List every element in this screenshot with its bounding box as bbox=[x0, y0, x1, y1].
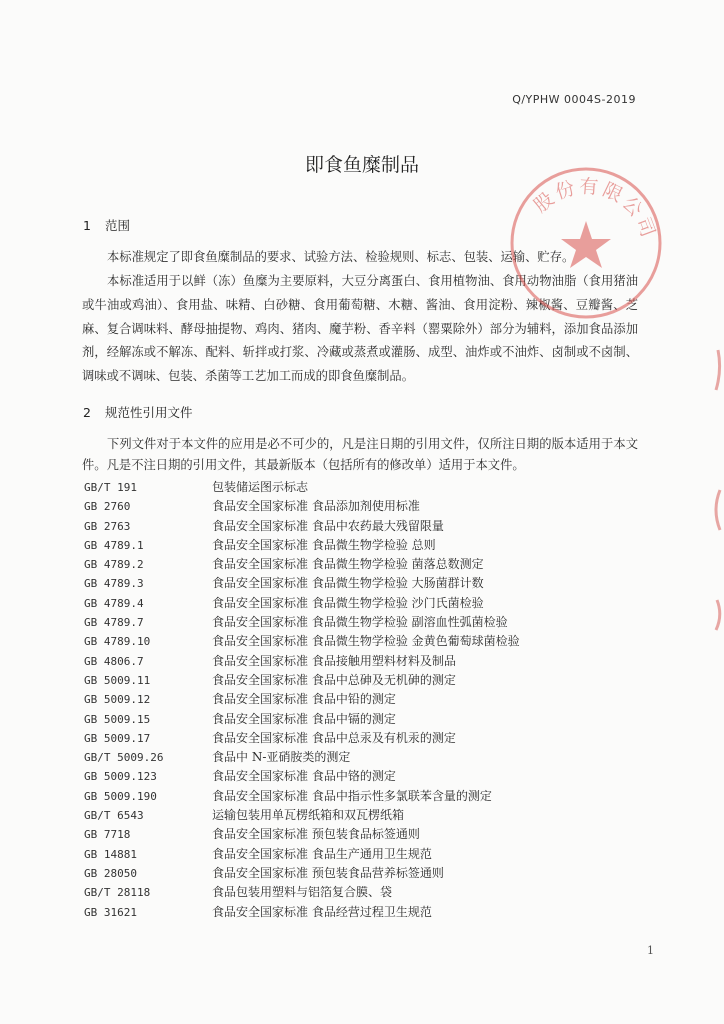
seal-text: 股份有限公司 bbox=[529, 175, 661, 243]
reference-row bbox=[84, 671, 604, 690]
reference-row bbox=[84, 806, 604, 825]
reference-code: GB 4789.10 bbox=[84, 635, 151, 649]
reference-code: GB 5009.15 bbox=[84, 712, 151, 726]
reference-row bbox=[84, 613, 604, 632]
reference-code: GB 31621 bbox=[84, 905, 137, 919]
reference-row bbox=[84, 710, 604, 729]
section-title: 规范性引用文件 bbox=[105, 405, 193, 420]
reference-title: 食品安全国家标准 食品中镉的测定 bbox=[212, 711, 396, 726]
reference-row bbox=[84, 574, 604, 593]
reference-title: 包装储运图示标志 bbox=[212, 480, 309, 494]
section-1-heading bbox=[83, 216, 130, 234]
reference-row bbox=[84, 652, 604, 671]
reference-row bbox=[84, 555, 604, 574]
seal-star-icon bbox=[561, 221, 611, 268]
reference-title: 食品包装用塑料与铝箔复合膜、袋 bbox=[212, 885, 393, 900]
reference-code: GB 2763 bbox=[84, 519, 131, 533]
reference-title: 食品安全国家标准 食品中农药最大残留限量 bbox=[212, 518, 444, 533]
document-code: Q/YPHW 0004S-2019 bbox=[512, 93, 636, 106]
reference-title: 食品安全国家标准 食品中总砷及无机砷的测定 bbox=[212, 672, 456, 687]
page-number: 1 bbox=[647, 944, 654, 957]
reference-row bbox=[84, 478, 604, 497]
reference-code: GB 7718 bbox=[84, 828, 131, 842]
reference-title: 食品安全国家标准 预包装食品标签通则 bbox=[212, 827, 420, 842]
reference-code: GB/T 191 bbox=[84, 481, 137, 494]
reference-title: 食品安全国家标准 食品微生物学检验 副溶血性弧菌检验 bbox=[212, 615, 508, 630]
reference-title: 食品安全国家标准 食品添加剂使用标准 bbox=[212, 499, 420, 514]
reference-row bbox=[84, 517, 604, 536]
reference-title: 食品安全国家标准 食品微生物学检验 菌落总数测定 bbox=[212, 557, 484, 572]
reference-code: GB 4789.1 bbox=[84, 538, 144, 552]
reference-code: GB 4789.4 bbox=[84, 596, 144, 610]
section-2-heading bbox=[83, 403, 193, 421]
reference-code: GB/T 6543 bbox=[84, 809, 144, 823]
reference-title: 食品安全国家标准 食品中铅的测定 bbox=[212, 692, 396, 707]
reference-code: GB 4789.3 bbox=[84, 577, 144, 591]
normative-references-list bbox=[84, 478, 604, 922]
reference-code: GB 4806.7 bbox=[84, 654, 144, 668]
section-number: 2 bbox=[83, 405, 91, 420]
reference-row bbox=[84, 536, 604, 555]
reference-title: 食品安全国家标准 食品微生物学检验 沙门氏菌检验 bbox=[212, 595, 484, 610]
reference-code: GB/T 28118 bbox=[84, 886, 151, 900]
reference-title: 运输包装用单瓦楞纸箱和双瓦楞纸箱 bbox=[212, 808, 405, 823]
reference-row bbox=[84, 825, 604, 844]
section-title: 范围 bbox=[105, 218, 131, 233]
reference-title: 食品安全国家标准 食品接触用塑料材料及制品 bbox=[212, 653, 456, 668]
reference-title: 食品安全国家标准 食品中铬的测定 bbox=[212, 769, 396, 784]
reference-title: 食品安全国家标准 食品微生物学检验 总则 bbox=[212, 537, 436, 552]
reference-code: GB/T 5009.26 bbox=[84, 751, 164, 765]
reference-title: 食品中 N-亚硝胺类的测定 bbox=[212, 750, 351, 765]
reference-code: GB 14881 bbox=[84, 847, 137, 861]
reference-row bbox=[84, 767, 604, 786]
reference-code: GB 4789.2 bbox=[84, 558, 144, 572]
reference-code: GB 5009.17 bbox=[84, 731, 151, 745]
section-1-paragraph-1: 本标准规定了即食鱼糜制品的要求、试验方法、检验规则、标志、包装、运输、贮存。 bbox=[107, 250, 575, 264]
reference-row bbox=[84, 883, 604, 902]
reference-title: 食品安全国家标准 预包装食品营养标签通则 bbox=[212, 865, 444, 880]
reference-row bbox=[84, 729, 604, 748]
reference-title: 食品安全国家标准 食品微生物学检验 大肠菌群计数 bbox=[212, 576, 484, 591]
reference-row bbox=[84, 787, 604, 806]
company-seal bbox=[506, 163, 666, 323]
section-2-paragraph-1: 下列文件对于本文件的应用是必不可少的，凡是注日期的引用文件，仅所注日期的版本适用于本文件。凡是不注日期的引用文件，其最新版本（包括所有的修改单）适用于本文件。 bbox=[82, 437, 638, 472]
section-number: 1 bbox=[83, 218, 91, 233]
reference-code: GB 5009.123 bbox=[84, 770, 157, 784]
reference-row bbox=[84, 632, 604, 651]
reference-title: 食品安全国家标准 食品微生物学检验 金黄色葡萄球菌检验 bbox=[212, 634, 520, 649]
edge-stamp-mark bbox=[702, 340, 724, 640]
reference-code: GB 5009.12 bbox=[84, 693, 151, 707]
reference-row bbox=[84, 594, 604, 613]
reference-code: GB 5009.11 bbox=[84, 673, 151, 687]
reference-title: 食品安全国家标准 食品生产通用卫生规范 bbox=[212, 846, 432, 861]
section-1-paragraph-2: 本标准适用于以鲜（冻）鱼糜为主要原料，大豆分离蛋白、食用植物油、食用动物油脂（食用猪油或牛油或鸡油）、食用盐、味精、白砂糖、食用葡萄糖、木糖、酱油、食用淀粉、辣椒酱、豆瓣酱、芝麻、复合调味料、酵母抽提物、鸡肉、猪肉、魔芋粉、香辛料（罂粟除外）部分为辅料，添加食品添加剂，经解冻或不解冻、配料、斩拌或打浆、冷藏或蒸煮或灌肠、成型、油炸或不油炸、卤制或不卤制、调味或不调味、包装、杀菌等工艺加工而成的即食鱼糜制品。 bbox=[82, 274, 638, 384]
reference-code: GB 4789.7 bbox=[84, 616, 144, 630]
document-title: 即食鱼糜制品 bbox=[304, 154, 419, 176]
reference-title: 食品安全国家标准 食品经营过程卫生规范 bbox=[212, 904, 432, 919]
reference-row bbox=[84, 690, 604, 709]
reference-code: GB 2760 bbox=[84, 500, 131, 514]
reference-title: 食品安全国家标准 食品中总汞及有机汞的测定 bbox=[212, 730, 456, 745]
reference-row bbox=[84, 748, 604, 767]
reference-row bbox=[84, 864, 604, 883]
reference-row bbox=[84, 497, 604, 516]
reference-row bbox=[84, 845, 604, 864]
reference-row bbox=[84, 903, 604, 922]
reference-code: GB 5009.190 bbox=[84, 789, 157, 803]
reference-title: 食品安全国家标准 食品中指示性多氯联苯含量的测定 bbox=[212, 788, 492, 803]
reference-code: GB 28050 bbox=[84, 866, 137, 880]
